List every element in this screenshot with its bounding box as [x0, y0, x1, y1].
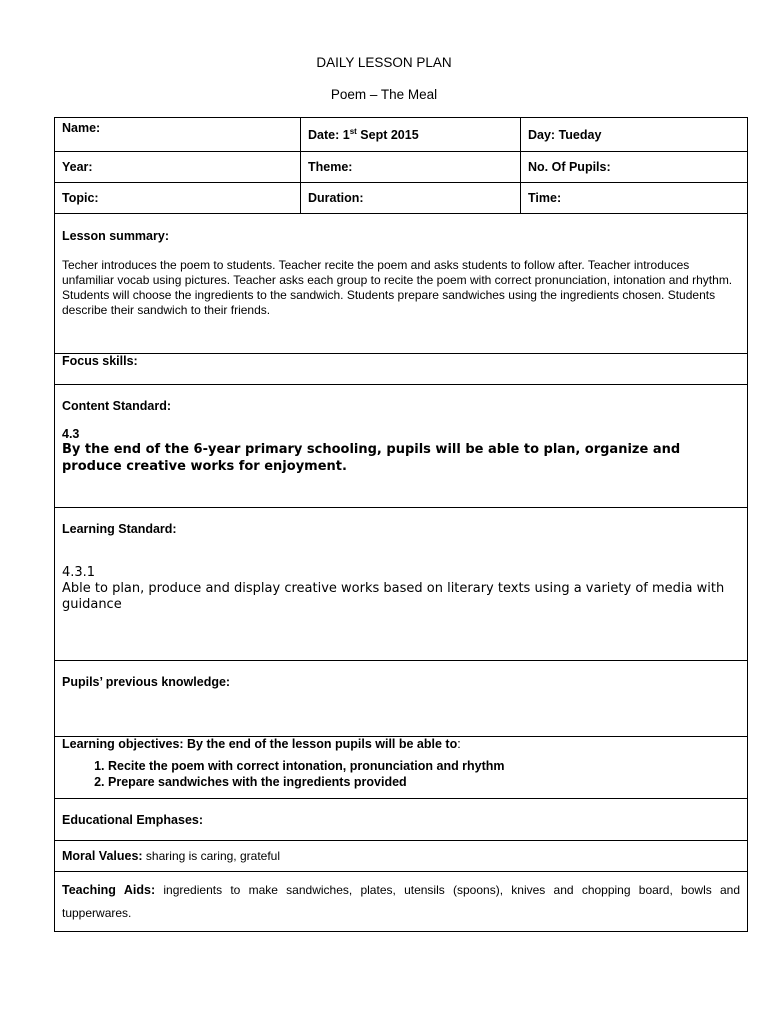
- objectives-list: [62, 758, 740, 790]
- objectives-colon: :: [457, 737, 461, 751]
- objectives-heading: [62, 737, 740, 752]
- duration-field: Duration:: [301, 183, 521, 214]
- pupils-field: No. Of Pupils:: [521, 152, 748, 183]
- moral-text: sharing is caring, grateful: [142, 849, 280, 863]
- date-rest: Sept 2015: [356, 128, 419, 143]
- lesson-plan-table: [54, 117, 748, 932]
- moral-cell: [55, 841, 748, 872]
- learning-standard-label: Learning Standard:: [62, 522, 177, 536]
- previous-knowledge-row: [55, 661, 748, 737]
- time-field: Time:: [521, 183, 748, 214]
- theme-field: Theme:: [301, 152, 521, 183]
- day-field: Day: Tueday: [521, 118, 748, 152]
- objectives-row: [55, 737, 748, 799]
- previous-knowledge-cell: [55, 661, 748, 737]
- summary-cell: [55, 214, 748, 354]
- info-row-2: [55, 152, 748, 183]
- content-standard-text: By the end of the 6-year primary schooling, pupils will be able to plan, organize and produce creative works for enjoyment.: [62, 442, 681, 474]
- emphases-cell: [55, 799, 748, 841]
- learning-standard-code: 4.3.1: [62, 565, 96, 580]
- objectives-cell: [55, 737, 748, 799]
- objective-item: 2. Prepare sandwiches with the ingredients provided: [108, 774, 740, 790]
- learning-standard-text: Able to plan, produce and display creative works based on literary texts using a variety of media with guidance: [62, 581, 725, 612]
- aids-text: ingredients to make sandwiches, plates, utensils (spoons), knives and chopping board, bowls and tupperwares.: [62, 883, 741, 920]
- moral-row: [55, 841, 748, 872]
- aids-row: [55, 872, 748, 932]
- emphases-row: [55, 799, 748, 841]
- topic-field: Topic:: [55, 183, 301, 214]
- objective-item: 1. Recite the poem with correct intonation, pronunciation and rhythm: [108, 758, 740, 774]
- date-label: Date: 1: [308, 128, 350, 143]
- moral-label: Moral Values:: [62, 849, 143, 863]
- summary-label: Lesson summary:: [62, 229, 169, 243]
- date-suffix: st: [349, 126, 357, 136]
- document-title: DAILY LESSON PLAN: [316, 55, 452, 70]
- focus-row: [55, 354, 748, 385]
- aids-cell: [55, 872, 748, 932]
- content-standard-cell: [55, 385, 748, 508]
- aids-label: Teaching Aids:: [62, 883, 156, 897]
- summary-text: Techer introduces the poem to students. Teacher recite the poem and asks students to follow after. Teacher introduces unfamiliar vocab using pictures. Teacher asks each group to recite the poem with correct pronunciation, intonation and rhythm. Students will choose the ingredients to the sandwich. Students prepare sandwiches using the ingredients chosen. Students describe their sandwich to their friends.: [62, 258, 733, 317]
- focus-label: Focus skills:: [62, 354, 138, 368]
- document-subtitle: Poem – The Meal: [330, 87, 438, 102]
- emphases-label: Educational Emphases:: [62, 812, 204, 827]
- learning-standard-cell: [55, 508, 748, 661]
- previous-knowledge-label: Pupils’ previous knowledge:: [62, 675, 231, 689]
- summary-row: [55, 214, 748, 354]
- content-standard-label: Content Standard:: [62, 399, 172, 413]
- focus-cell: [55, 354, 748, 385]
- objectives-label: Learning objectives: By the end of the lesson pupils will be able to: [62, 737, 458, 751]
- year-field: Year:: [55, 152, 301, 183]
- date-field: [301, 118, 521, 152]
- name-field: Name:: [55, 118, 301, 152]
- content-standard-row: [55, 385, 748, 508]
- info-row-1: [55, 118, 748, 152]
- learning-standard-row: [55, 508, 748, 661]
- content-standard-code: 4.3: [62, 427, 80, 441]
- info-row-3: [55, 183, 748, 214]
